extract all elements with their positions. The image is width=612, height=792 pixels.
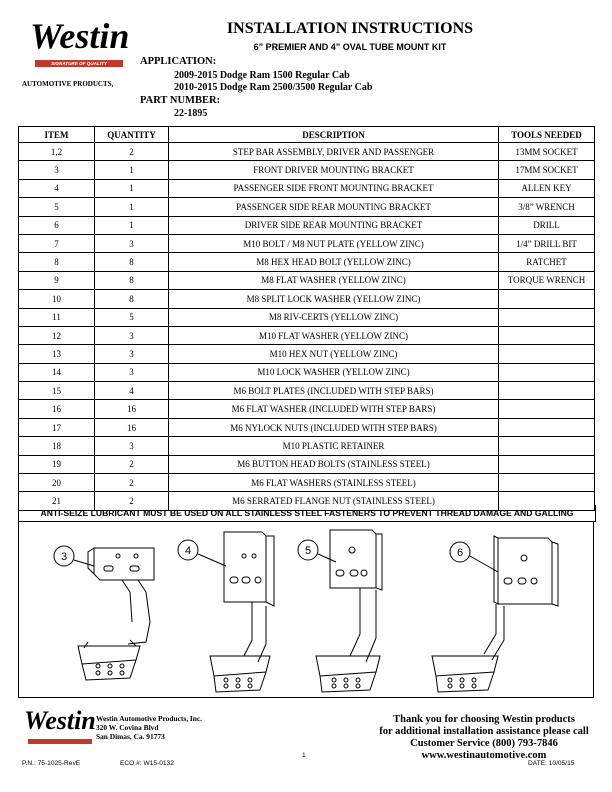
cell-quantity: 2 [95, 492, 169, 510]
table-row [19, 179, 595, 197]
anti-seize-warning: ANTI-SEIZE LUBRICANT MUST BE USED ON ALL STAINLESS STEEL FASTENERS TO PREVENT THREAD DAMAGE AND GALLING [18, 505, 596, 522]
cell-description: M10 PLASTIC RETAINER [169, 437, 499, 455]
header-logo [30, 16, 130, 74]
cell-tools [499, 345, 595, 363]
cell-description: M10 HEX NUT (YELLOW ZINC) [169, 345, 499, 363]
cell-item: 5 [19, 198, 95, 216]
cell-description: M6 SERRATED FLANGE NUT (STAINLESS STEEL) [169, 492, 499, 510]
footer-logo-wordmark: Westin [24, 706, 96, 735]
cell-item: 12 [19, 326, 95, 344]
footer-address-company: Westin Automotive Products, Inc. [96, 714, 203, 723]
cell-quantity: 1 [95, 198, 169, 216]
cell-item: 7 [19, 234, 95, 252]
cell-description: M10 LOCK WASHER (YELLOW ZINC) [169, 363, 499, 381]
table-row [19, 363, 595, 381]
application-line-1: 2009-2015 Dodge Ram 1500 Regular Cab [174, 70, 350, 81]
footer-logo [24, 706, 100, 752]
cell-tools: RATCHET [499, 253, 595, 271]
table-row [19, 382, 595, 400]
bracket-6-drawing [432, 536, 558, 692]
cell-quantity: 3 [95, 345, 169, 363]
table-row [19, 455, 595, 473]
cell-item: 11 [19, 308, 95, 326]
part-number-label: PART NUMBER: [140, 95, 221, 106]
cell-tools: 17MM SOCKET [499, 161, 595, 179]
cell-item: 15 [19, 382, 95, 400]
bracket-illustration [18, 522, 592, 696]
cell-tools: 13MM SOCKET [499, 143, 595, 161]
page-number: 1 [302, 752, 306, 759]
table-row [19, 345, 595, 363]
logo-tagline: SIGNATURE OF QUALITY [35, 60, 123, 67]
cell-tools [499, 326, 595, 344]
col-description-header: DESCRIPTION [169, 127, 499, 143]
cell-description: STEP BAR ASSEMBLY, DRIVER AND PASSENGER [169, 143, 499, 161]
footer-address [96, 714, 202, 741]
cell-quantity: 3 [95, 326, 169, 344]
cell-item: 13 [19, 345, 95, 363]
cell-quantity: 3 [95, 363, 169, 381]
callout-5-leader [318, 554, 336, 562]
table-row [19, 437, 595, 455]
callout-5-label: 5 [304, 545, 312, 557]
col-item-header: ITEM [19, 127, 95, 143]
cell-description: M6 BUTTON HEAD BOLTS (STAINLESS STEEL) [169, 455, 499, 473]
table-row [19, 198, 595, 216]
thanks-line-2: for additional installation assistance please call [379, 726, 589, 737]
thanks-website[interactable]: www.westinautomotive.com [421, 750, 547, 761]
logo-wordmark: Westin [30, 16, 130, 56]
footer-eco: ECO #: W15-0132 [120, 760, 174, 767]
cell-description: M6 FLAT WASHERS (STAINLESS STEEL) [169, 474, 499, 492]
table-row [19, 290, 595, 308]
cell-quantity: 8 [95, 290, 169, 308]
cell-item: 6 [19, 216, 95, 234]
cell-quantity: 3 [95, 437, 169, 455]
cell-item: 18 [19, 437, 95, 455]
thanks-line-1: Thank you for choosing Westin products [393, 714, 575, 725]
cell-description: M6 BOLT PLATES (INCLUDED WITH STEP BARS) [169, 382, 499, 400]
cell-quantity: 1 [95, 216, 169, 234]
footer-part-number: P.N.: 75-1025-RevE [22, 760, 81, 767]
cell-description: PASSENGER SIDE FRONT MOUNTING BRACKET [169, 179, 499, 197]
table-row [19, 143, 595, 161]
col-quantity-header: QUANTITY [95, 127, 169, 143]
bracket-4-drawing [210, 532, 274, 692]
cell-item: 3 [19, 161, 95, 179]
part-number-value: 22-1895 [174, 108, 208, 119]
table-row [19, 400, 595, 418]
cell-quantity: 8 [95, 253, 169, 271]
page-title: INSTALLATION INSTRUCTIONS [226, 20, 474, 37]
bracket-3-drawing [78, 548, 154, 680]
cell-tools: ALLEN KEY [499, 179, 595, 197]
col-tools-header: TOOLS NEEDED [499, 127, 595, 143]
cell-tools [499, 400, 595, 418]
cell-tools: 3/8” WRENCH [499, 198, 595, 216]
cell-tools: TORQUE WRENCH [499, 271, 595, 289]
table-row [19, 216, 595, 234]
callout-3-leader [74, 560, 94, 566]
cell-tools [499, 455, 595, 473]
cell-description: M8 SPLIT LOCK WASHER (YELLOW ZINC) [169, 290, 499, 308]
footer-logo-banner [28, 739, 92, 744]
table-row [19, 253, 595, 271]
cell-tools [499, 308, 595, 326]
callout-3-label: 3 [60, 551, 68, 563]
cell-description: M6 NYLOCK NUTS (INCLUDED WITH STEP BARS) [169, 418, 499, 436]
footer-address-street: 320 W. Covina Blvd [96, 723, 159, 732]
cell-item: 10 [19, 290, 95, 308]
cell-item: 21 [19, 492, 95, 510]
callout-6-label: 6 [456, 547, 464, 559]
cell-description: PASSENGER SIDE REAR MOUNTING BRACKET [169, 198, 499, 216]
company-label: AUTOMOTIVE PRODUCTS, [22, 80, 114, 88]
cell-quantity: 8 [95, 271, 169, 289]
table-header-row [19, 127, 595, 143]
cell-quantity: 2 [95, 455, 169, 473]
footer-address-city: San Dimas, Ca. 91773 [96, 732, 165, 741]
table-row [19, 271, 595, 289]
cell-tools [499, 418, 595, 436]
cell-item: 9 [19, 271, 95, 289]
cell-tools [499, 437, 595, 455]
cell-tools [499, 363, 595, 381]
callout-4-label: 4 [184, 545, 192, 557]
page-subtitle: 6” PREMIER AND 4” OVAL TUBE MOUNT KIT [253, 42, 447, 52]
cell-quantity: 3 [95, 234, 169, 252]
cell-description: M10 BOLT / M8 NUT PLATE (YELLOW ZINC) [169, 234, 499, 252]
table-row [19, 326, 595, 344]
cell-description: M8 HEX HEAD BOLT (YELLOW ZINC) [169, 253, 499, 271]
cell-tools [499, 290, 595, 308]
cell-quantity: 16 [95, 400, 169, 418]
cell-description: M6 FLAT WASHER (INCLUDED WITH STEP BARS) [169, 400, 499, 418]
cell-item: 20 [19, 474, 95, 492]
cell-quantity: 2 [95, 474, 169, 492]
cell-item: 17 [19, 418, 95, 436]
cell-quantity: 1 [95, 161, 169, 179]
cell-item: 16 [19, 400, 95, 418]
cell-item: 19 [19, 455, 95, 473]
table-row [19, 308, 595, 326]
cell-description: M8 RIV-CERTS (YELLOW ZINC) [169, 308, 499, 326]
table-row [19, 418, 595, 436]
cell-tools [499, 474, 595, 492]
application-label: APPLICATION: [140, 56, 217, 67]
cell-tools [499, 382, 595, 400]
cell-description: M10 FLAT WASHER (YELLOW ZINC) [169, 326, 499, 344]
cell-item: 14 [19, 363, 95, 381]
cell-tools: 1/4” DRILL BIT [499, 234, 595, 252]
thanks-phone: Customer Service (800) 793-7846 [410, 738, 558, 749]
cell-item: 8 [19, 253, 95, 271]
cell-description: FRONT DRIVER MOUNTING BRACKET [169, 161, 499, 179]
cell-quantity: 2 [95, 143, 169, 161]
table-row [19, 161, 595, 179]
cell-description: M8 FLAT WASHER (YELLOW ZINC) [169, 271, 499, 289]
cell-item: 1,2 [19, 143, 95, 161]
table-row [19, 234, 595, 252]
bracket-5-drawing [316, 530, 382, 692]
cell-item: 4 [19, 179, 95, 197]
parts-table [18, 126, 595, 511]
footer-date: DATE: 10/05/15 [528, 760, 575, 767]
cell-quantity: 16 [95, 418, 169, 436]
callout-4-leader [198, 554, 226, 566]
cell-description: DRIVER SIDE REAR MOUNTING BRACKET [169, 216, 499, 234]
cell-tools: DRILL [499, 216, 595, 234]
cell-quantity: 1 [95, 179, 169, 197]
cell-quantity: 4 [95, 382, 169, 400]
footer-thanks [370, 714, 598, 762]
table-row [19, 474, 595, 492]
application-line-2: 2010-2015 Dodge Ram 2500/3500 Regular Cab [174, 82, 373, 93]
cell-quantity: 5 [95, 308, 169, 326]
